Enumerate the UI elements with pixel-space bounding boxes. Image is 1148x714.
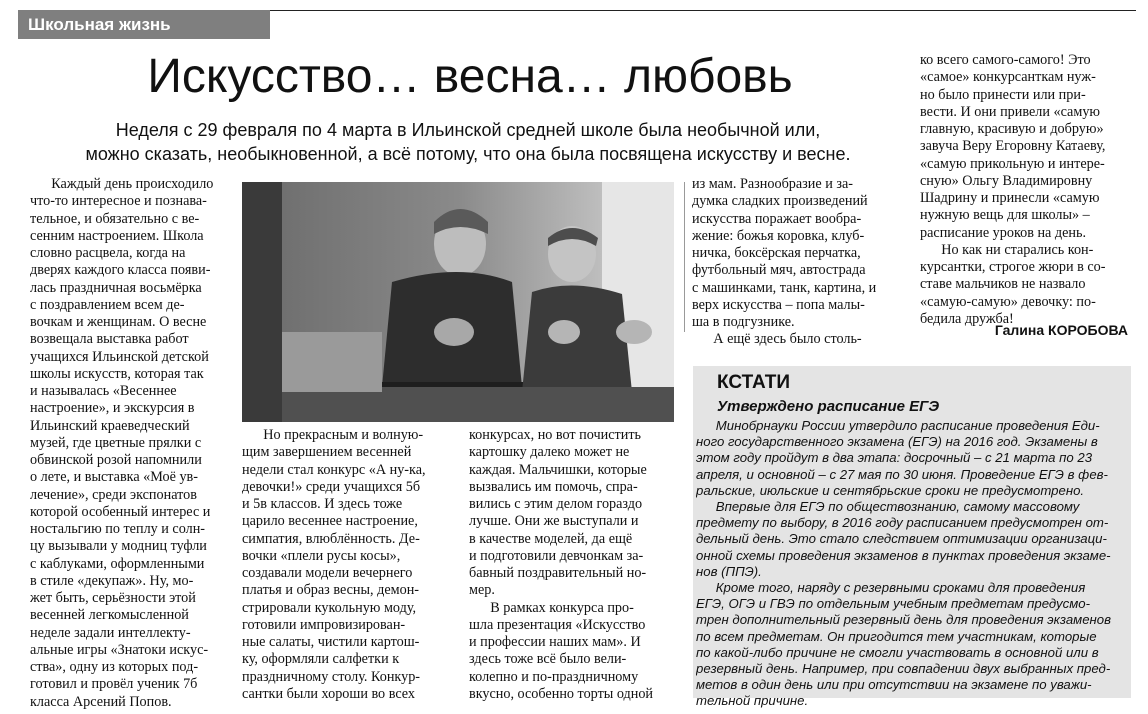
text-line: завуча Веру Егоровну Катаеву, bbox=[920, 138, 1106, 155]
lead-line: можно сказать, необыкновенной, а всё потому, что она была посвящена искусству и весне. bbox=[85, 144, 851, 164]
text-line: здесь тоже всё было вели- bbox=[469, 651, 627, 668]
text-line: симпатия, влюблённость. Де- bbox=[242, 530, 420, 547]
text-line: по какой-либо причине не смогли участвовать в основной или в bbox=[696, 644, 1099, 660]
text-line: Ильинский краеведческий bbox=[30, 417, 190, 434]
text-line: возвещала выставка работ bbox=[30, 331, 189, 348]
text-line: В рамках конкурса про- bbox=[469, 599, 634, 616]
text-line: вочкам и женщинам. О весне bbox=[30, 314, 207, 330]
text-line: колепно и по-праздничному bbox=[469, 668, 639, 685]
text-line: сантки были хороши во всех bbox=[242, 685, 415, 702]
text-line: сенним настроением. Школа bbox=[30, 227, 204, 244]
text-line: жет быть, серьёзности этой bbox=[30, 590, 196, 606]
text-line: которой особенный интерес и bbox=[30, 503, 211, 520]
text-line: картошку далеко может не bbox=[469, 444, 630, 461]
text-line: нов (ППЭ). bbox=[696, 563, 762, 579]
text-line: но было принести или при- bbox=[920, 86, 1086, 103]
text-line: неделе задали интеллекту- bbox=[30, 624, 191, 641]
text-line: Кроме того, наряду с резервными сроками для проведения bbox=[696, 580, 1086, 596]
text-line: из мам. Разнообразие и за- bbox=[692, 176, 853, 192]
text-line: готовил и провёл ученик 7б bbox=[30, 676, 198, 693]
text-line: «самую прикольную и интере- bbox=[920, 155, 1105, 172]
text-column-2 bbox=[242, 427, 452, 703]
text-line: расписание уроков на день. bbox=[920, 224, 1087, 241]
text-line: в стиле «декупаж». Ну, мо- bbox=[30, 572, 194, 589]
text-line: главную, красивую и добрую» bbox=[920, 121, 1104, 137]
text-line: этом году пройдут в два этапа: досрочный – с 21 марта по 23 bbox=[696, 450, 1093, 466]
text-line: платья и образ весны, демон- bbox=[242, 582, 420, 599]
text-line: с поздравлением всем де- bbox=[30, 296, 185, 313]
text-line: класса Арсений Попов. bbox=[30, 693, 172, 710]
text-line: девочки!» среди учащихся 5б bbox=[242, 478, 421, 495]
text-line: бедила дружба! bbox=[920, 310, 1014, 327]
text-line: царило весеннее настроение, bbox=[242, 513, 418, 530]
text-line: ко всего самого-самого! Это bbox=[920, 52, 1091, 68]
text-line: лечение», среди экспонатов bbox=[30, 486, 197, 503]
text-line: онной схемы проведения экзаменов в пунктах проведения экзаме- bbox=[696, 547, 1111, 563]
text-line: щим завершением весенней bbox=[242, 444, 412, 461]
text-line: ЕГЭ, ОГЭ и ГВЭ по отдельным учебным предметам предусмо- bbox=[696, 596, 1091, 612]
text-line: конкурсах, но вот почистить bbox=[469, 427, 641, 443]
text-line: каждая. Мальчишки, которые bbox=[469, 461, 647, 478]
text-line: «самое» конкурсанткам нуж- bbox=[920, 69, 1096, 86]
text-line: праздничному столу. Конкур- bbox=[242, 668, 421, 685]
text-line: Но прекрасным и волную- bbox=[242, 427, 424, 443]
sidebar-title: КСТАТИ bbox=[717, 372, 791, 393]
text-line: недели стал конкурс «А ну-ка, bbox=[242, 461, 426, 478]
lead-line: Неделя с 29 февраля по 4 марта в Ильинской средней школе была необычной или, bbox=[115, 120, 821, 140]
text-line: создавали модели вечернего bbox=[242, 565, 413, 581]
text-line: трен дополнительный резервный день для проведения экзаменов bbox=[696, 612, 1112, 628]
text-line: нужную вещь для школы» – bbox=[920, 207, 1090, 224]
text-line: с каблуками, оформленными bbox=[30, 555, 205, 572]
text-line: и 5в классов. И здесь тоже bbox=[242, 496, 403, 512]
text-line: искусства поражает вообра- bbox=[692, 210, 862, 227]
text-line: метов в один день или при отсутствии на экзамене по уважи- bbox=[696, 677, 1092, 693]
text-line: о лете, и выставка «Моё ув- bbox=[30, 469, 198, 486]
text-line: жение: божья коровка, клуб- bbox=[692, 227, 865, 244]
text-line: вызвались им помочь, спра- bbox=[469, 478, 638, 495]
text-line: мер. bbox=[469, 582, 495, 599]
text-line: ностальгию по теплу и солн- bbox=[30, 521, 206, 537]
text-line: предмету по выбору, в 2016 году расписанием предусмотрен от- bbox=[696, 515, 1109, 531]
section-rubric: Школьная жизнь bbox=[18, 10, 270, 39]
text-line: с машинками, танк, картина, и bbox=[692, 279, 877, 296]
text-line: ного государственного экзамена (ЕГЭ) на 2016 год. Экзамены в bbox=[696, 434, 1098, 450]
text-line: ные салаты, чистили картош- bbox=[242, 634, 420, 650]
text-line: в качестве моделей, да ещё bbox=[469, 530, 633, 547]
text-line: Впервые для ЕГЭ по обществознанию, самому массовому bbox=[696, 499, 1080, 515]
text-line: ставе мальчиков не назвало bbox=[920, 276, 1086, 293]
text-line: тельной причине. bbox=[696, 693, 809, 709]
sidebar-box bbox=[693, 366, 1131, 709]
text-line: А ещё здесь было столь- bbox=[692, 331, 862, 348]
text-line: словно расцвела, когда на bbox=[30, 245, 186, 261]
column-divider bbox=[684, 182, 685, 332]
text-line: ша в подгузнике. bbox=[692, 314, 795, 330]
author-byline: Галина КОРОБОВА bbox=[994, 322, 1128, 338]
text-line: и профессии наших мам». И bbox=[469, 634, 641, 650]
text-line: тельное, и обязательно с ве- bbox=[30, 210, 200, 227]
text-line: стрировали кукольную моду, bbox=[242, 599, 417, 616]
text-line: вкусно, особенно торты одной bbox=[469, 685, 654, 702]
text-line: дверях каждого класса появи- bbox=[30, 262, 211, 279]
text-line: и подготовили девчонкам за- bbox=[469, 547, 644, 564]
text-line: курсантки, строгое жюри в со- bbox=[920, 259, 1106, 275]
article-lead bbox=[20, 118, 916, 166]
text-line: верх искусства – попа малы- bbox=[692, 296, 865, 313]
text-line: ства», одну из которых под- bbox=[30, 659, 199, 675]
text-line: лучше. Они же выступали и bbox=[469, 513, 639, 530]
text-column-5 bbox=[920, 52, 1128, 328]
text-line: сную» Ольгу Владимировну bbox=[920, 172, 1093, 189]
text-line: вились с этим делом гораздо bbox=[469, 496, 643, 512]
text-line: настроение», и экскурсия в bbox=[30, 400, 195, 417]
text-line: дельный день. Это стало следствием оптимизации организаци- bbox=[696, 531, 1107, 547]
text-line: думка сладких произведений bbox=[692, 193, 868, 210]
text-line: резервный день. Например, при совпадении двух выбранных пред- bbox=[696, 661, 1111, 677]
text-line: весенней легкомысленной bbox=[30, 607, 189, 624]
text-column-4 bbox=[692, 176, 900, 349]
text-column-1 bbox=[30, 176, 228, 711]
text-line: Шадрину и принесли «самую bbox=[920, 190, 1100, 206]
text-line: учащихся Ильинской детской bbox=[30, 348, 209, 365]
text-line: альные игры «Знатоки искус- bbox=[30, 641, 209, 658]
sidebar-text bbox=[696, 418, 1126, 710]
text-line: футбольный мяч, автострада bbox=[692, 262, 866, 279]
article-photo bbox=[242, 182, 674, 422]
text-line: обвинской розой напомнили bbox=[30, 452, 202, 468]
text-line: вочки «плели русы косы», bbox=[242, 547, 401, 564]
text-line: вести. И они привели «самую bbox=[920, 103, 1101, 120]
article-headline: Искусство… весна… любовь bbox=[147, 50, 793, 103]
text-line: готовили импровизирован- bbox=[242, 616, 406, 633]
text-line: Минобрнауки России утвердило расписание проведения Еди- bbox=[696, 418, 1100, 433]
text-line: Но как ни старались кон- bbox=[920, 241, 1094, 258]
text-line: апреля, и основной – с 27 мая по 30 июня. Проведение ЕГЭ в фев- bbox=[696, 466, 1108, 482]
text-line: Каждый день происходило bbox=[30, 176, 214, 192]
photo-boys-image bbox=[242, 182, 674, 422]
text-line: школы искусств, которая так bbox=[30, 365, 204, 382]
text-line: лась праздничная восьмёрка bbox=[30, 279, 202, 296]
text-line: «самую-самую» девочку: по- bbox=[920, 293, 1096, 310]
text-line: бавный поздравительный но- bbox=[469, 565, 647, 581]
text-line: по всем предметам. Он пригодится тем участникам, которые bbox=[696, 628, 1097, 644]
text-line: и называлась «Весеннее bbox=[30, 383, 177, 399]
text-column-3 bbox=[469, 427, 675, 703]
text-line: ральские, июльские и сентябрьские сроки не предусмотрено. bbox=[696, 482, 1085, 498]
text-line: шла презентация «Искусство bbox=[469, 616, 646, 633]
text-line: ничка, боксёрская перчатка, bbox=[692, 245, 861, 261]
text-line: музей, где цветные прялки с bbox=[30, 434, 202, 451]
text-line: что-то интересное и познава- bbox=[30, 193, 207, 210]
text-line: цу вызывали у модниц туфли bbox=[30, 538, 207, 555]
sidebar-subtitle: Утверждено расписание ЕГЭ bbox=[717, 398, 940, 415]
text-line: ку, оформляли салфетки к bbox=[242, 651, 400, 668]
